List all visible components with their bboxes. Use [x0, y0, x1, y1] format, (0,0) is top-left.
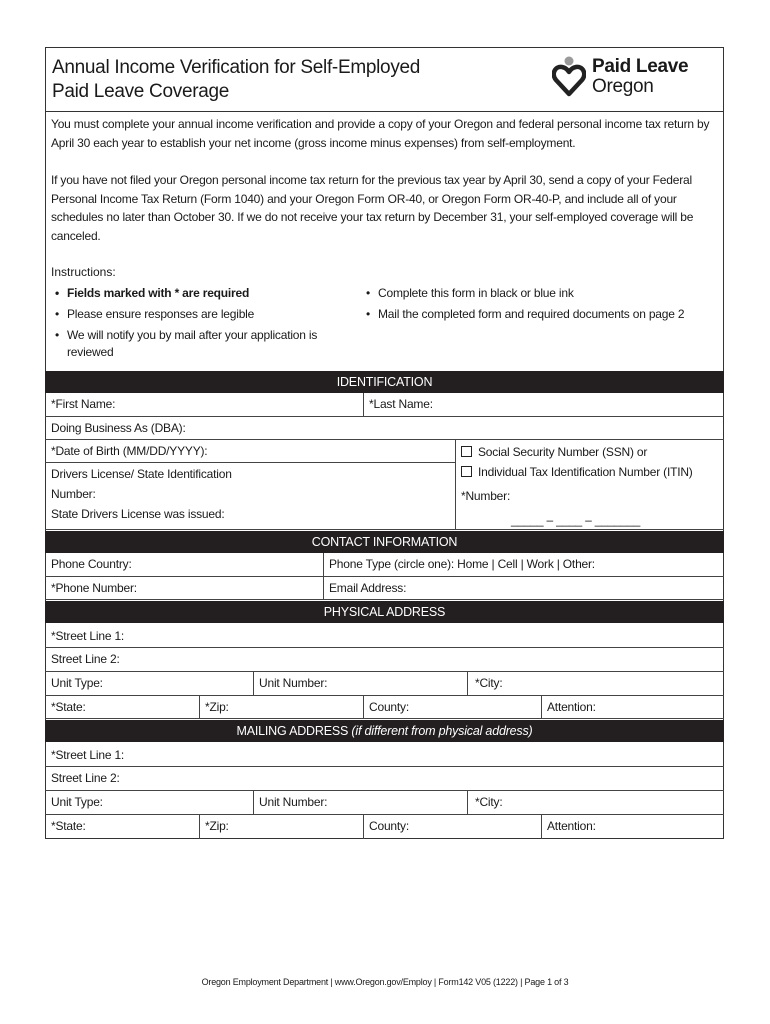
- date-of-birth-field[interactable]: *Date of Birth (MM/DD/YYYY):: [51, 444, 208, 458]
- row-name: [45, 393, 724, 417]
- tax-id-number-field[interactable]: _____ – ____ – _______: [511, 513, 641, 527]
- instructions-right: [362, 283, 722, 325]
- dba-field[interactable]: Doing Business As (DBA):: [51, 421, 186, 435]
- mailing-heading: MAILING ADDRESS: [236, 724, 349, 738]
- row-mailing-state: [45, 815, 724, 839]
- tax-id-section: [461, 442, 723, 530]
- phone-number-field[interactable]: *Phone Number:: [51, 581, 137, 595]
- mailing-heading-note: (if different from physical address): [351, 724, 533, 738]
- page-footer: Oregon Employment Department | www.Oregon.gov/Employ | Form142 V05 (1222) | Page 1 of 3: [201, 977, 569, 987]
- row-physical-street2: [45, 648, 724, 672]
- drivers-license-state-label: State Drivers License was issued:: [51, 507, 225, 521]
- mailing-city-field[interactable]: *City:: [475, 795, 503, 809]
- drivers-license-number-label: Number:: [51, 487, 96, 501]
- logo-text-oregon: Oregon: [592, 76, 654, 97]
- physical-county-field[interactable]: County:: [369, 700, 409, 714]
- mailing-unit-type-field[interactable]: Unit Type:: [51, 795, 103, 809]
- last-name-field[interactable]: *Last Name:: [369, 397, 433, 411]
- mailing-attention-field[interactable]: Attention:: [547, 819, 596, 833]
- row-mailing-street1: [45, 742, 724, 767]
- instruction-item: • Please ensure responses are legible: [51, 304, 341, 325]
- instructions-left: [51, 283, 341, 361]
- mailing-street-line-2-field[interactable]: Street Line 2:: [51, 771, 120, 785]
- row-dba: [45, 417, 724, 440]
- title-line-1: Annual Income Verification for Self-Employed: [52, 57, 421, 78]
- row-identification: [45, 440, 724, 530]
- physical-street-line-1-field[interactable]: *Street Line 1:: [51, 629, 125, 643]
- intro-paragraph-2: If you have not filed your Oregon personal income tax return for the previous tax year by April 30, send a copy of your Federal Personal Income Tax Return (Form 1040) and your Oregon Form OR-40, or Oregon Form OR-40-P, and include all of your schedules no later than October 30. If we do not receive your tax return by December 31, your self-employed coverage will be canceled.: [51, 173, 694, 243]
- physical-attention-field[interactable]: Attention:: [547, 700, 596, 714]
- section-bar-physical-address: PHYSICAL ADDRESS: [45, 601, 724, 623]
- mailing-unit-number-field[interactable]: Unit Number:: [259, 795, 328, 809]
- instruction-item: • Fields marked with * are required: [51, 283, 341, 304]
- ssn-option[interactable]: [461, 442, 723, 462]
- ssn-checkbox[interactable]: [461, 446, 472, 457]
- section-bar-identification: IDENTIFICATION: [45, 371, 724, 393]
- ssn-label: Social Security Number (SSN) or: [478, 445, 648, 459]
- section-bar-contact: CONTACT INFORMATION: [45, 531, 724, 553]
- logo-text-paid-leave: Paid Leave: [592, 56, 689, 77]
- phone-type-field[interactable]: Phone Type (circle one): Home | Cell | Work | Other:: [329, 557, 595, 571]
- row-physical-state: [45, 696, 724, 719]
- paid-leave-oregon-logo: [552, 54, 712, 104]
- physical-zip-field[interactable]: *Zip:: [205, 700, 229, 714]
- row-phone: [45, 553, 724, 577]
- tax-id-number-label: *Number:: [461, 489, 511, 503]
- physical-street-line-2-field[interactable]: Street Line 2:: [51, 652, 120, 666]
- phone-country-field[interactable]: Phone Country:: [51, 557, 132, 571]
- form-title: [52, 56, 420, 104]
- intro-paragraph-1: You must complete your annual income verification and provide a copy of your Oregon and federal personal income tax return by April 30 each year to establish your net income (gross income minus expenses) from self-employment.: [51, 117, 710, 150]
- physical-state-field[interactable]: *State:: [51, 700, 86, 714]
- header-divider: [45, 111, 724, 112]
- heart-person-icon: [552, 54, 586, 98]
- mailing-zip-field[interactable]: *Zip:: [205, 819, 229, 833]
- email-address-field[interactable]: Email Address:: [329, 581, 407, 595]
- row-mailing-street2: [45, 767, 724, 791]
- physical-unit-type-field[interactable]: Unit Type:: [51, 676, 103, 690]
- instruction-item: • Complete this form in black or blue ink: [362, 283, 722, 304]
- mailing-street-line-1-field[interactable]: *Street Line 1:: [51, 748, 125, 762]
- drivers-license-field[interactable]: [51, 464, 232, 524]
- instruction-item: • Mail the completed form and required documents on page 2: [362, 304, 722, 325]
- row-physical-unit: [45, 672, 724, 696]
- physical-city-field[interactable]: *City:: [475, 676, 503, 690]
- row-mailing-unit: [45, 791, 724, 815]
- title-line-2: Paid Leave Coverage: [52, 81, 230, 102]
- itin-option[interactable]: [461, 462, 723, 482]
- itin-label: Individual Tax Identification Number (ITIN): [478, 465, 693, 479]
- instructions-heading: Instructions:: [51, 265, 116, 279]
- section-bar-mailing-address: [45, 720, 724, 742]
- itin-checkbox[interactable]: [461, 466, 472, 477]
- row-phone-email: [45, 577, 724, 600]
- first-name-field[interactable]: *First Name:: [51, 397, 116, 411]
- physical-unit-number-field[interactable]: Unit Number:: [259, 676, 328, 690]
- drivers-license-label: Drivers License/ State Identification: [51, 467, 232, 481]
- instruction-item: • We will notify you by mail after your application is reviewed: [51, 325, 341, 361]
- mailing-county-field[interactable]: County:: [369, 819, 409, 833]
- mailing-state-field[interactable]: *State:: [51, 819, 86, 833]
- row-physical-street1: [45, 623, 724, 648]
